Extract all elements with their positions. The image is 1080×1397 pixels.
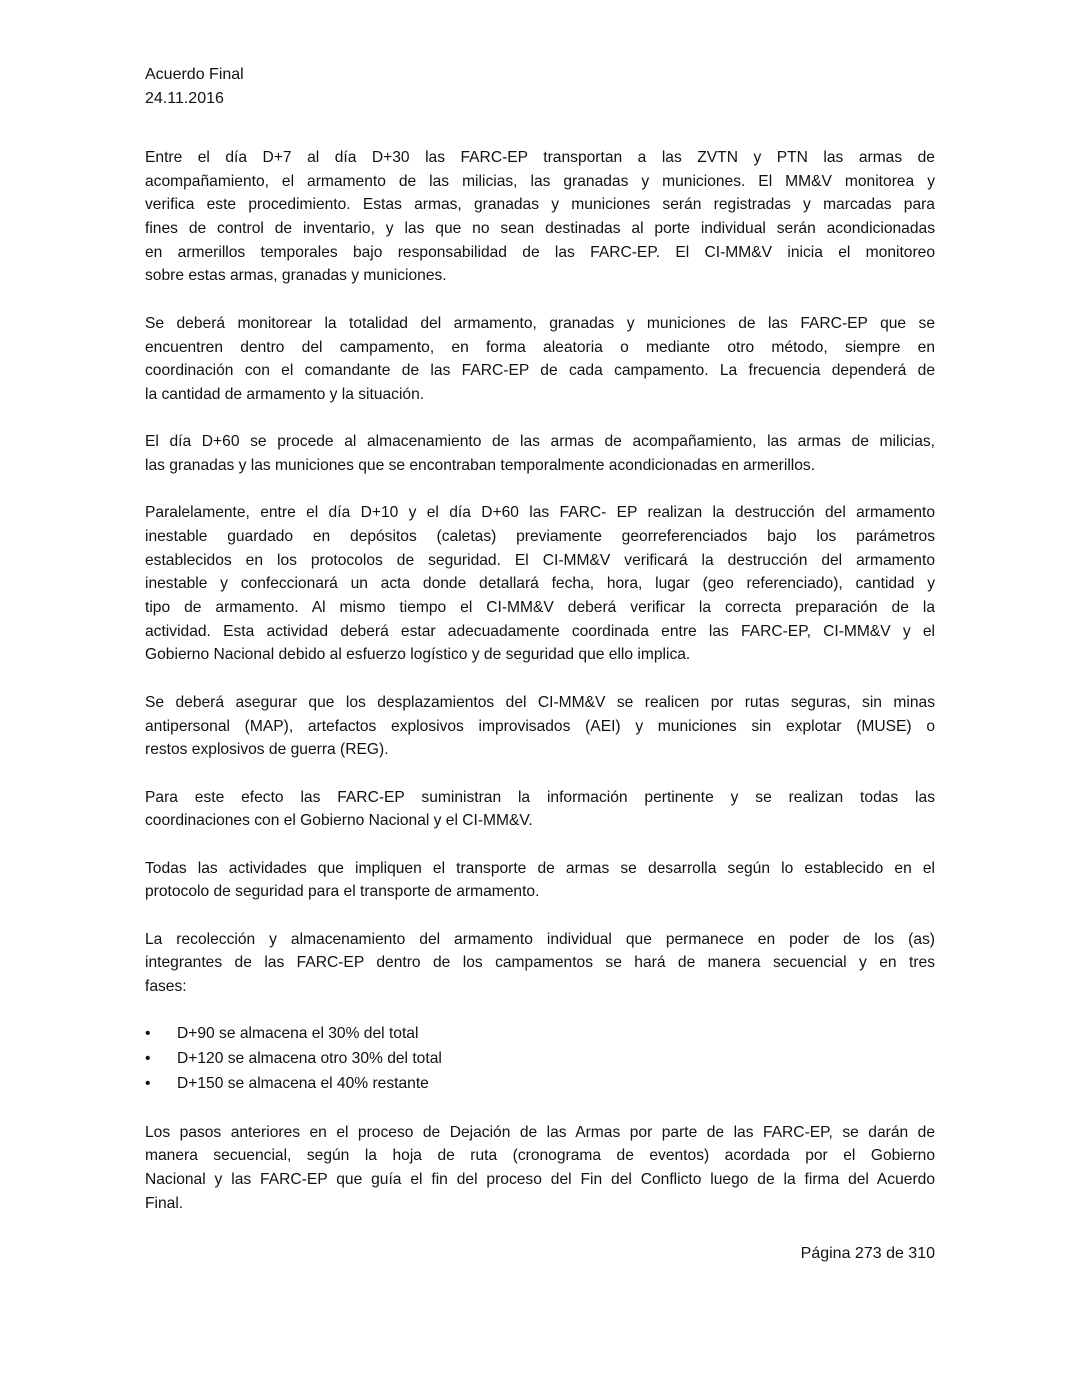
bullet-text: D+150 se almacena el 40% restante: [177, 1075, 429, 1093]
paragraph-line: Todas las actividades que impliquen el transporte de armas se desarrolla según lo establecido en el: [145, 859, 935, 877]
paragraph-line: Para este efecto las FARC-EP suministran la información pertinente y se realizan todas las: [145, 788, 935, 806]
paragraph: [145, 1121, 935, 1216]
paragraph-line: en armerillos temporales bajo responsabilidad de las FARC-EP. El CI-MM&V inicia el monitoreo: [145, 243, 935, 261]
paragraph-line: integrantes de las FARC-EP dentro de los campamentos se hará de manera secuencial y en tres: [145, 954, 935, 972]
paragraph-line: protocolo de seguridad para el transporte de armamento.: [145, 883, 540, 901]
page-number: Página 273 de 310: [800, 1245, 935, 1262]
paragraph-line: coordinaciones con el Gobierno Nacional y el CI-MM&V.: [145, 812, 533, 830]
paragraph-line: Paralelamente, entre el día D+10 y el día D+60 las FARC- EP realizan la destrucción del armamento: [145, 504, 935, 522]
paragraph-line: Nacional y las FARC-EP que guía el fin del proceso del Fin del Conflicto luego de la firma del Acuerdo: [145, 1170, 935, 1188]
bullet-list: [145, 1022, 935, 1096]
paragraph-line: acompañamiento, el armamento de las milicias, las granadas y municiones. El MM&V monitorea y: [145, 172, 935, 190]
paragraph-line: verifica este procedimiento. Estas armas, granadas y municiones serán registradas y marcadas para: [145, 196, 935, 214]
paragraph-line: fines de control de inventario, y las que no sean destinadas al porte individual serán acondicionadas: [145, 220, 935, 238]
paragraph: [145, 146, 935, 288]
paragraph-line: coordinación con el comandante de las FARC-EP de cada campamento. La frecuencia dependerá de: [145, 362, 935, 380]
paragraph-line: El día D+60 se procede al almacenamiento de las armas de acompañamiento, las armas de milicias,: [145, 433, 935, 451]
paragraph: [145, 691, 935, 762]
paragraph-line: Final.: [145, 1194, 184, 1212]
document-body: [145, 146, 935, 1239]
bullet-item: [145, 1072, 935, 1097]
paragraph: [145, 786, 935, 833]
paragraph: [145, 928, 935, 999]
document-date: 24.11.2016: [145, 90, 224, 107]
paragraph-line: antipersonal (MAP), artefactos explosivos improvisados (AEI) y municiones sin explotar (MUSE) o: [145, 717, 935, 735]
paragraph-line: actividad. Esta actividad deberá estar adecuadamente coordinada entre las FARC-EP, CI-MM&V y el: [145, 622, 935, 640]
bullet-icon: •: [145, 1075, 151, 1093]
paragraph-line: encuentren dentro del campamento, en forma aleatoria o mediante otro método, siempre en: [145, 338, 935, 356]
paragraph-line: Gobierno Nacional debido al esfuerzo logístico y de seguridad que ello implica.: [145, 646, 691, 664]
paragraph-line: La recolección y almacenamiento del armamento individual que permanece en poder de los (as): [145, 930, 935, 948]
bullet-icon: •: [145, 1025, 151, 1043]
paragraph-line: fases:: [145, 978, 187, 996]
paragraph-line: tipo de armamento. Al mismo tiempo el CI-MM&V deberá verificar la correcta preparación de la: [145, 599, 935, 617]
bullet-text: D+120 se almacena otro 30% del total: [177, 1050, 442, 1068]
document-title: Acuerdo Final: [145, 66, 244, 83]
paragraph: [145, 857, 935, 904]
bullet-item: [145, 1047, 935, 1072]
paragraph-line: inestable y confeccionará un acta donde detallará fecha, hora, lugar (geo referenciado), cantidad y: [145, 575, 935, 593]
paragraph-line: establecidos en los protocolos de seguridad. El CI-MM&V verificará la destrucción del armamento: [145, 551, 935, 569]
bullet-text: D+90 se almacena el 30% del total: [177, 1025, 419, 1043]
page-header: [145, 63, 244, 111]
paragraph-line: Entre el día D+7 al día D+30 las FARC-EP transportan a las ZVTN y PTN las armas de: [145, 149, 935, 166]
paragraph-line: restos explosivos de guerra (REG).: [145, 741, 389, 759]
paragraph-line: manera secuencial, según la hoja de ruta (cronograma de eventos) acordada por el Gobierno: [145, 1147, 935, 1165]
paragraph: [145, 430, 935, 477]
bullet-item: [145, 1022, 935, 1047]
paragraph-line: inestable guardado en depósitos (caletas) previamente georreferenciados bajo los parámetros: [145, 528, 935, 545]
paragraph-line: la cantidad de armamento y la situación.: [145, 385, 425, 403]
bullet-icon: •: [145, 1050, 151, 1068]
paragraphs-before-list: [145, 146, 935, 999]
paragraph-line: las granadas y las municiones que se encontraban temporalmente acondicionadas en armerillos.: [145, 456, 816, 474]
paragraph-line: Se deberá asegurar que los desplazamientos del CI-MM&V se realicen por rutas seguras, sin minas: [145, 693, 935, 711]
paragraph-line: sobre estas armas, granadas y municiones.: [145, 267, 447, 285]
paragraph: [145, 501, 935, 667]
paragraphs-after-list: [145, 1121, 935, 1216]
paragraph-line: Se deberá monitorear la totalidad del armamento, granadas y municiones de las FARC-EP que se: [145, 314, 935, 332]
paragraph-line: Los pasos anteriores en el proceso de Dejación de las Armas por parte de las FARC-EP, se darán de: [145, 1123, 935, 1141]
paragraph: [145, 312, 935, 407]
